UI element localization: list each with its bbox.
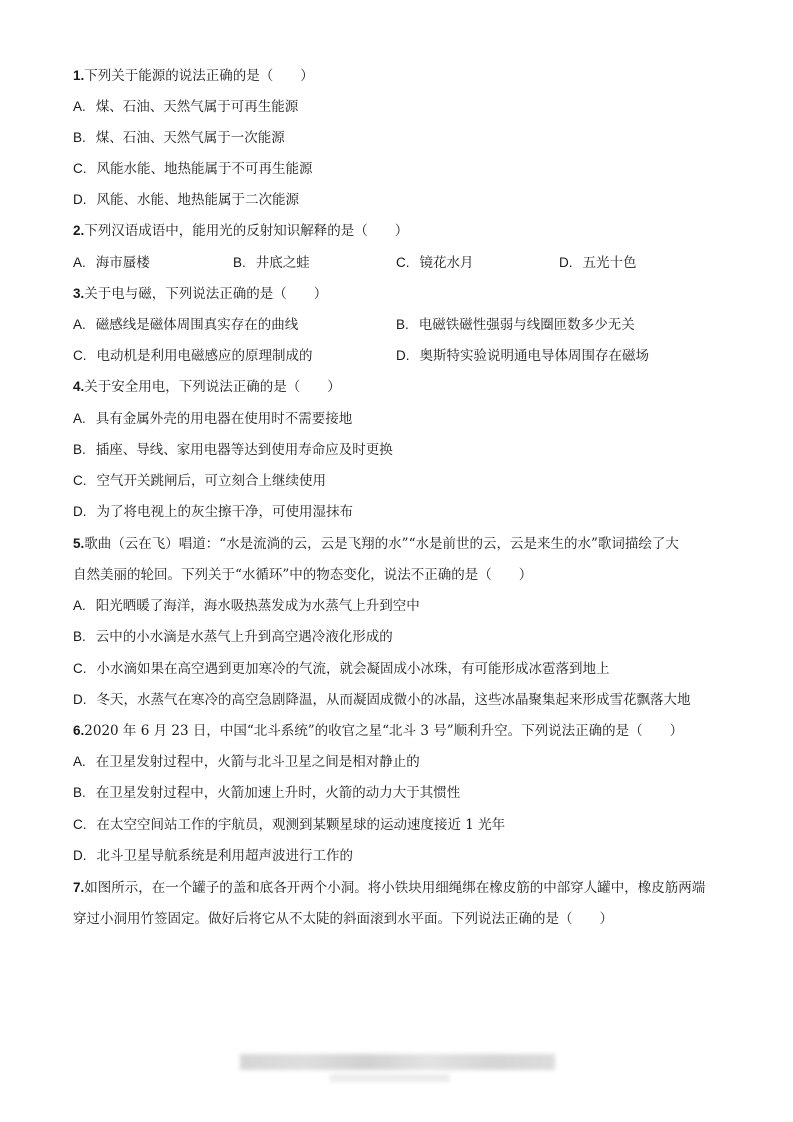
- footer-watermark-sub: [330, 1074, 450, 1082]
- option-text: 煤、石油、天然气属于可再生能源: [95, 99, 299, 115]
- question-6-option-c: [73, 816, 505, 834]
- question-number: 6.: [73, 723, 85, 738]
- option-letter: D.: [73, 692, 87, 707]
- question-5-option-d: [73, 691, 691, 709]
- question-3-option-c: [73, 347, 313, 365]
- question-1-option-c: [73, 160, 313, 178]
- footer-watermark: [240, 1054, 555, 1070]
- question-2-option-a: [73, 254, 150, 272]
- option-letter: B.: [233, 255, 246, 270]
- question-text: 关于安全用电，下列说法正确的是（ ）: [84, 379, 341, 395]
- option-letter: B.: [73, 785, 86, 800]
- option-text: 镜花水月: [419, 255, 474, 271]
- question-text: 下列关于能源的说法正确的是（ ）: [84, 68, 314, 84]
- option-text: 风能、水能、地热能属于二次能源: [96, 192, 299, 208]
- option-text: 阳光晒暖了海洋，海水吸热蒸发成为水蒸气上升到空中: [95, 598, 420, 614]
- option-letter: D.: [73, 848, 87, 863]
- option-text: 云中的小水滴是水蒸气上升到高空遇冷液化形成的: [95, 629, 393, 645]
- option-text: 北斗卫星导航系统是利用超声波进行工作的: [96, 848, 353, 864]
- option-letter: A.: [73, 754, 86, 769]
- option-letter: D.: [73, 192, 87, 207]
- question-5-option-c: [73, 660, 610, 678]
- question-text: 自然美丽的轮回。下列关于“水循环”中的物态变化，说法不正确的是（ ）: [73, 567, 533, 583]
- question-text: 穿过小洞用竹签固定。做好后将它从不太陡的斜面滚到水平面。下列说法正确的是（ ）: [73, 911, 613, 927]
- question-number: 7.: [73, 880, 85, 895]
- question-3-option-d: [396, 347, 649, 365]
- question-4-stem: [73, 378, 341, 396]
- question-4-option-b: [73, 441, 393, 459]
- option-text: 在卫星发射过程中，火箭加速上升时，火箭的动力大于其惯性: [95, 785, 461, 801]
- option-letter: B.: [396, 317, 409, 332]
- option-letter: D.: [73, 504, 87, 519]
- option-text: 冬天，水蒸气在寒冷的高空急剧降温，从而凝固成微小的冰晶，这些冰晶聚集起来形成雪花飘落大地: [96, 692, 691, 708]
- option-text: 海市蜃楼: [95, 255, 150, 271]
- question-text: 关于电与磁，下列说法正确的是（ ）: [84, 286, 328, 302]
- question-4-option-a: [73, 410, 352, 428]
- option-text: 空气开关跳闸后，可立刻合上继续使用: [96, 473, 326, 489]
- option-letter: A.: [73, 255, 86, 270]
- option-letter: D.: [559, 255, 573, 270]
- option-text: 具有金属外壳的用电器在使用时不需要接地: [95, 411, 353, 427]
- question-3-stem: [73, 285, 327, 303]
- option-text: 煤、石油、天然气属于一次能源: [95, 130, 285, 146]
- question-6-option-d: [73, 847, 353, 865]
- question-4-option-d: [73, 503, 353, 521]
- question-5-stem-line-1: [73, 535, 679, 553]
- option-text: 磁感线是磁体周围真实存在的曲线: [95, 317, 299, 333]
- option-letter: B.: [73, 130, 86, 145]
- question-text: 2020 年 6 月 23 日，中国“北斗系统”的收官之星“北斗 3 号”顺利升空。下列说法正确的是（ ）: [84, 723, 684, 739]
- option-letter: C.: [73, 661, 87, 676]
- question-7-stem-line-1: [73, 879, 705, 897]
- question-6-stem: [73, 722, 683, 740]
- option-text: 小水滴如果在高空遇到更加寒冷的气流，就会凝固成小冰珠，有可能形成冰雹落到地上: [96, 661, 610, 677]
- question-number: 3.: [73, 286, 85, 301]
- question-text: 下列汉语成语中，能用光的反射知识解释的是（ ）: [84, 223, 409, 239]
- option-letter: A.: [73, 99, 86, 114]
- question-7-stem-line-2: [73, 910, 613, 928]
- option-letter: C.: [396, 255, 410, 270]
- option-letter: A.: [73, 411, 86, 426]
- option-text: 在太空空间站工作的宇航员，观测到某颗星球的运动速度接近 1 光年: [96, 817, 506, 833]
- question-2-option-c: [396, 254, 474, 272]
- question-6-option-a: [73, 753, 420, 771]
- option-text: 风能水能、地热能属于不可再生能源: [96, 161, 313, 177]
- question-text: 歌曲（云在飞）唱道：“水是流淌的云，云是飞翔的水”“水是前世的云，云是来生的水”歌词描绘了大: [84, 536, 679, 552]
- option-text: 奥斯特实验说明通电导体周围存在磁场: [419, 348, 649, 364]
- option-letter: C.: [73, 473, 87, 488]
- option-text: 电磁铁磁性强弱与线圈匝数多少无关: [418, 317, 635, 333]
- option-letter: B.: [73, 442, 86, 457]
- question-3-option-a: [73, 316, 298, 334]
- option-text: 电动机是利用电磁感应的原理制成的: [96, 348, 313, 364]
- question-number: 2.: [73, 223, 85, 238]
- question-6-option-b: [73, 784, 460, 802]
- question-2-option-b: [233, 254, 310, 272]
- question-2-option-d: [559, 254, 637, 272]
- option-letter: A.: [73, 598, 86, 613]
- question-4-option-c: [73, 472, 326, 490]
- option-letter: C.: [73, 817, 87, 832]
- question-text: 如图所示，在一个罐子的盖和底各开两个小洞。将小铁块用细绳绑在橡皮筋的中部穿人罐中，橡皮筋两端: [84, 880, 706, 896]
- option-text: 插座、导线、家用电器等达到使用寿命应及时更换: [95, 442, 393, 458]
- question-number: 5.: [73, 536, 85, 551]
- option-letter: A.: [73, 317, 86, 332]
- option-letter: B.: [73, 629, 86, 644]
- question-1-option-b: [73, 129, 285, 147]
- question-1-stem: [73, 67, 314, 85]
- question-5-stem-line-2: [73, 566, 532, 584]
- question-5-option-a: [73, 597, 420, 615]
- option-letter: D.: [396, 348, 410, 363]
- question-2-stem: [73, 222, 408, 240]
- question-number: 4.: [73, 379, 85, 394]
- option-letter: C.: [73, 161, 87, 176]
- option-letter: C.: [73, 348, 87, 363]
- option-text: 井底之蛙: [255, 255, 310, 271]
- option-text: 在卫星发射过程中，火箭与北斗卫星之间是相对静止的: [95, 754, 420, 770]
- question-number: 1.: [73, 68, 85, 83]
- option-text: 五光十色: [582, 255, 637, 271]
- question-1-option-a: [73, 98, 298, 116]
- question-1-option-d: [73, 191, 299, 209]
- question-5-option-b: [73, 628, 393, 646]
- question-3-option-b: [396, 316, 635, 334]
- option-text: 为了将电视上的灰尘擦干净，可使用湿抹布: [96, 504, 353, 520]
